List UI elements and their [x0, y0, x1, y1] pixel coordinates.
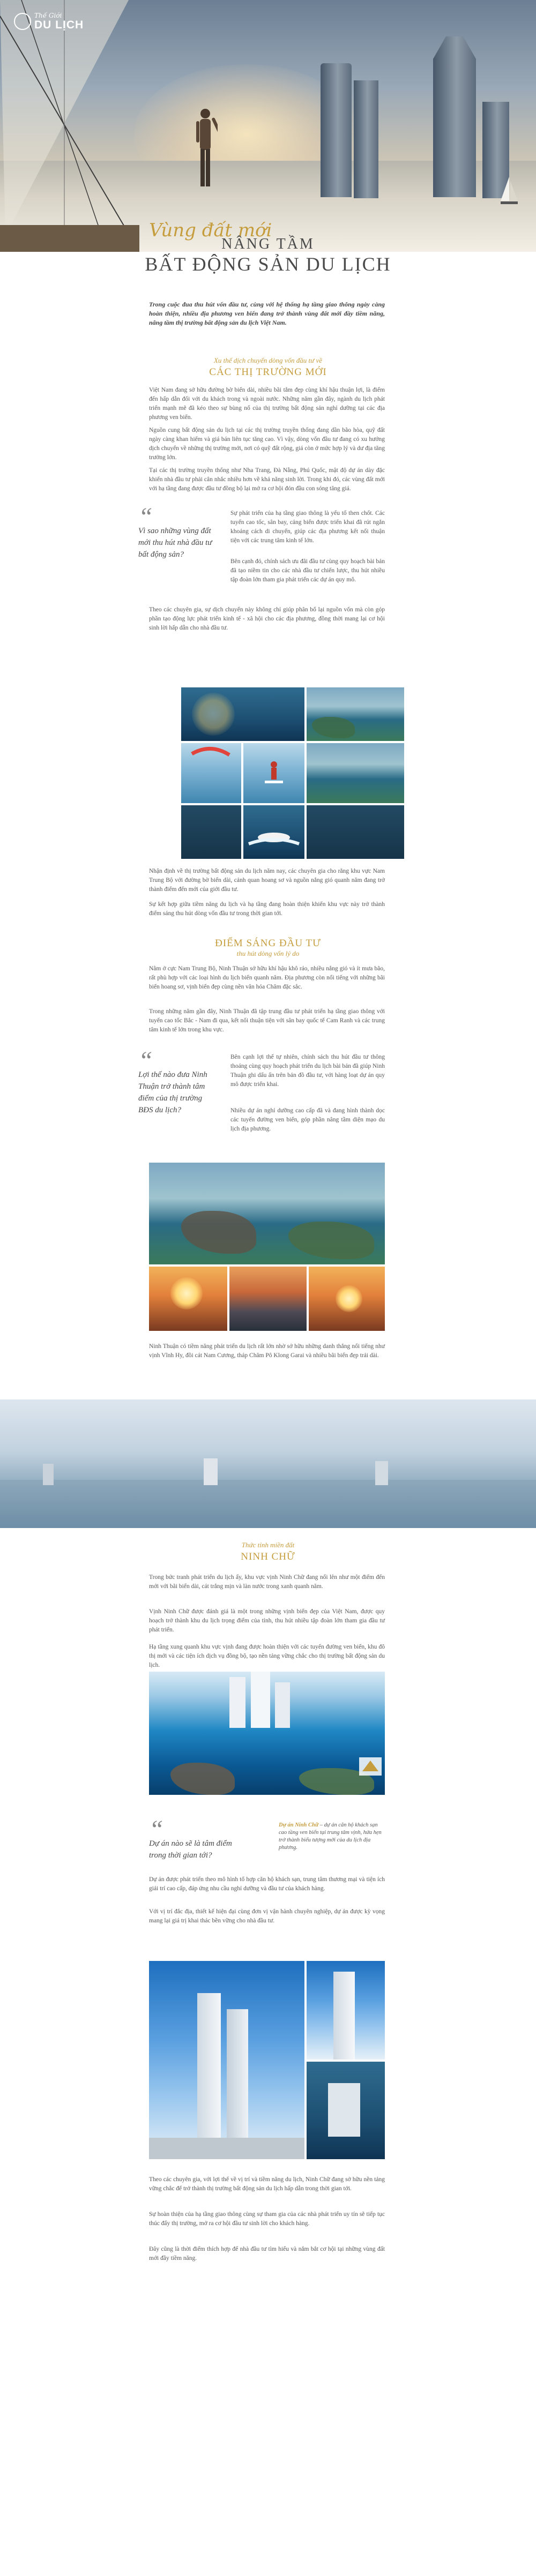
section1-title: CÁC THỊ TRƯỜNG MỚI	[209, 366, 327, 378]
aerial-coast-photo	[149, 1163, 385, 1264]
bay-photo	[307, 743, 404, 803]
quote-text: Lợi thế nào đưa Ninh Thuận trở thành tâm điểm của thị trường BĐS du lịch?	[138, 1070, 207, 1114]
section1-right-paragraph: Sự phát triển của hạ tầng giao thông là yếu tố then chốt. Các tuyến cao tốc, sân bay, cảng biển được triển khai đã rút ngắn khoảng cách di chuyển, giúp các địa phương kết nối thuận tiện với các trung tâm kinh tế lớn.	[230, 510, 385, 544]
sailboat-rigging-image	[0, 0, 139, 252]
kite-icon	[181, 743, 241, 803]
person-silhouette	[193, 107, 218, 188]
section2-paragraph: Trong những năm gần đây, Ninh Thuận đã tập trung đầu tư phát triển hạ tầng giao thông với tuyến cao tốc Bắc - Nam đi qua, kết nối thuận tiện với sân bay quốc tế Cam Ranh và các trung tâm kinh tế lớn trong khu vực.	[149, 1008, 385, 1033]
brand-script: Thế Giới	[34, 12, 62, 19]
kitesurfing-photo	[181, 743, 241, 803]
quote-text: Vì sao những vùng đất mới thu hút nhà đầu tư bất động sản?	[138, 527, 212, 559]
hotel-tower	[354, 80, 378, 198]
section3-paragraph: Với vị trí đắc địa, thiết kế hiện đại cùng đơn vị vận hành chuyên nghiệp, dự án được kỳ vọng mang lại giá trị khai thác bền vững cho nhà đầu tư.	[149, 1908, 385, 1924]
section2-heading	[0, 936, 536, 958]
project-caption	[279, 1822, 385, 1852]
coastal-road-photo	[229, 1267, 307, 1331]
section3-subtitle: Thức tỉnh miền đất	[241, 1541, 295, 1549]
section2-paragraph: Nằm ở cực Nam Trung Bộ, Ninh Thuận sở hữu khí hậu khô ráo, nhiều nắng gió và ít mưa bão, rất phù hợp với các loại hình du lịch biển quanh năm. Địa phương còn nổi tiếng với những bãi biển hoang sơ, vịnh biển đẹp cùng nền văn hóa Chăm đặc sắc.	[149, 965, 385, 990]
sailboat-icon	[498, 177, 520, 209]
section3-paragraph: Trong bức tranh phát triển du lịch ấy, khu vực vịnh Ninh Chữ đang nổi lên như một điểm đến mới với bãi biển dài, cát trắng mịn và làn nước trong xanh quanh năm.	[149, 1574, 385, 1590]
section2-lead: Sự kết hợp giữa tiềm năng du lịch và hạ tầng đang hoàn thiện khiến khu vực này trở thành điểm sáng thu hút dòng vốn đầu tư trong thời gian tới.	[149, 901, 385, 917]
section1-paragraph: Tại các thị trường truyền thống như Nha Trang, Đà Nẵng, Phú Quốc, mật độ dự án dày đặc khiến nhà đầu tư phải cân nhắc nhiều hơn về khả năng sinh lời. Trong khi đó, các vùng đất mới với hạ tầng đang được đầu tư đồng bộ lại mở ra cơ hội đón đầu con sóng tăng giá.	[149, 467, 385, 492]
section3-pull-quote	[149, 1815, 251, 1861]
section2-right-paragraph: Bên cạnh lợi thế tự nhiên, chính sách thu hút đầu tư thông thoáng cùng quy hoạch phát triển du lịch bài bản đã giúp Ninh Thuận ghi dấu ấn trên bản đồ đầu tư, với hàng loạt dự án quy mô được triển khai.	[230, 1054, 385, 1088]
section1-paragraph: Nguồn cung bất động sản du lịch tại các thị trường truyền thống đang dần bão hòa, quỹ đất ngày càng khan hiếm và giá bán liên tục tăng cao. Vì vậy, dòng vốn đầu tư đang có xu hướng dịch chuyển về những thị trường mới, nơi có quỹ đất rộng, giá còn ở mức hợp lý và dư địa tăng trưởng lớn.	[149, 427, 385, 461]
globe-icon	[14, 13, 31, 30]
section3-heading	[0, 1541, 536, 1563]
tower-aerial-photo	[307, 2062, 385, 2159]
hotel-tower	[321, 63, 352, 197]
section2-subtitle: thu hút dòng vốn lý do	[236, 949, 300, 957]
surfer-icon	[243, 743, 304, 803]
project-logo-icon	[359, 1757, 382, 1776]
kitesurf-action-photo	[307, 805, 404, 859]
hero-title-line2: BẤT ĐỘNG SẢN DU LỊCH	[145, 253, 391, 275]
section3-paragraph: Vịnh Ninh Chữ được đánh giá là một trong những vịnh biển đẹp của Việt Nam, được quy hoạch trở thành khu du lịch trọng điểm của tỉnh, thu hút nhiều tập đoàn lớn tham gia đầu tư phát triển.	[149, 1608, 385, 1633]
hero-script-title: Vùng đất mới	[149, 220, 272, 241]
section1-pull-quote	[138, 503, 219, 560]
jetski-icon	[243, 805, 304, 859]
section2-lead: Nhận định về thị trường bất động sản du lịch năm nay, các chuyên gia cho rằng khu vực Nam Trung Bộ với đường bờ biển dài, cảnh quan hoang sơ và nguồn nắng gió quanh năm đang trở thành điểm đến mới của giới đầu tư.	[149, 868, 385, 893]
section3-title: NINH CHỮ	[241, 1551, 295, 1562]
sunset-coast-photo	[149, 1267, 227, 1331]
coastline-photo	[307, 687, 404, 741]
quote-mark-icon: “	[138, 503, 153, 531]
closing-paragraph: Theo các chuyên gia, với lợi thế về vị trí và tiềm năng du lịch, Ninh Chữ đang sở hữu nền tảng vững chắc để trở thành thị trường bất động sản du lịch hấp dẫn trong thời gian tới.	[149, 2176, 385, 2192]
hero-banner	[0, 0, 536, 252]
beach-wave-photo	[181, 687, 304, 741]
section2-pull-quote	[138, 1046, 219, 1116]
kitesurf-group-photo	[181, 805, 241, 859]
tower-closeup-photo	[307, 1961, 385, 2060]
section3-paragraph: Hạ tầng xung quanh khu vực vịnh đang được hoàn thiện với các tuyến đường ven biển, khu đô thị mới và các tiện ích dịch vụ đồng bộ, tạo nền tảng vững chắc cho thị trường bất động sản du lịch.	[149, 1644, 385, 1668]
tower-render-photo	[149, 1961, 304, 2159]
hotel-tower	[433, 36, 476, 197]
city-panorama-photo	[0, 1399, 536, 1528]
section1-paragraph: Việt Nam đang sở hữu đường bờ biển dài, nhiều bãi tắm đẹp cùng khí hậu thuận lợi, là điểm đến hấp dẫn đối với du khách trong và ngoài nước. Những năm gần đây, ngành du lịch phát triển mạnh mẽ đã kéo theo sự bùng nổ của thị trường bất động sản nghỉ dưỡng tại các địa phương ven biển.	[149, 387, 385, 421]
section1-subtitle: Xu thế dịch chuyển dòng vốn đầu tư về	[213, 356, 323, 364]
sunset-sea-photo	[309, 1267, 385, 1331]
quote-mark-icon: “	[149, 1815, 163, 1844]
hero-title-line1: NÂNG TẦM	[221, 236, 315, 252]
jet-ski-photo	[243, 805, 304, 859]
section2-title: ĐIỂM SÁNG ĐẦU TƯ	[215, 938, 321, 949]
brand-logo[interactable]	[13, 10, 104, 34]
section3-paragraph: Dự án được phát triển theo mô hình tổ hợp căn hộ khách sạn, trung tâm thương mại và tiện ích giải trí cao cấp, đáp ứng nhu cầu nghỉ dưỡng và đầu tư của khách hàng.	[149, 1876, 385, 1892]
resort-underwater-photo	[149, 1672, 385, 1795]
section2-right-paragraph: Nhiều dự án nghỉ dưỡng cao cấp đã và đang hình thành dọc các tuyến đường ven biển, góp phần nâng tầm diện mạo du lịch địa phương.	[230, 1107, 385, 1132]
brand-name: DU LỊCH	[34, 19, 84, 31]
quote-mark-icon: “	[138, 1046, 153, 1075]
quote-text: Dự án nào sẽ là tâm điểm trong thời gian tới?	[149, 1839, 232, 1860]
section1-paragraph: Theo các chuyên gia, sự dịch chuyển này không chỉ giúp phân bổ lại nguồn vốn mà còn góp phần tạo động lực phát triển kinh tế - xã hội cho các địa phương, đồng thời mang lại cơ hội sinh lời hấp dẫn cho nhà đầu tư.	[149, 606, 385, 631]
caption-text: – dự án căn hộ khách sạn cao tầng ven biển tại trung tâm vịnh, hứa hẹn trở thành biểu tượng mới của du lịch địa phương.	[279, 1822, 382, 1851]
closing-paragraph: Sự hoàn thiện của hạ tầng giao thông cùng sự tham gia của các nhà phát triển uy tín sẽ tiếp tục thúc đẩy thị trường, mở ra cơ hội đầu tư sinh lời cho khách hàng.	[149, 2211, 385, 2227]
section1-heading	[0, 356, 536, 378]
section2-paragraph: Ninh Thuận có tiềm năng phát triển du lịch rất lớn nhờ sở hữu những danh thắng nổi tiếng như vịnh Vĩnh Hy, đồi cát Nam Cương, tháp Chăm Pô Klong Garai và nhiều bãi biển đẹp trải dài.	[149, 1343, 385, 1359]
kitesurfer-photo	[243, 743, 304, 803]
intro-paragraph: Trong cuộc đua thu hút vốn đầu tư, cùng với hệ thống hạ tầng giao thông ngày càng hoàn thiện, nhiều địa phương ven biển đang trở thành vùng đất mới đầy tiềm năng, nâng tầm thị trường bất động sản du lịch Việt Nam.	[149, 301, 385, 326]
section1-right-paragraph: Bên cạnh đó, chính sách ưu đãi đầu tư cùng quy hoạch bài bản đã tạo niềm tin cho các nhà đầu tư chiến lược, thu hút nhiều tập đoàn lớn tham gia phát triển các dự án quy mô.	[230, 558, 385, 583]
caption-title: Dự án Ninh Chữ	[279, 1822, 319, 1828]
closing-paragraph: Đây cũng là thời điểm thích hợp để nhà đầu tư tìm hiểu và nắm bắt cơ hội tại những vùng đất mới đầy tiềm năng.	[149, 2246, 385, 2262]
